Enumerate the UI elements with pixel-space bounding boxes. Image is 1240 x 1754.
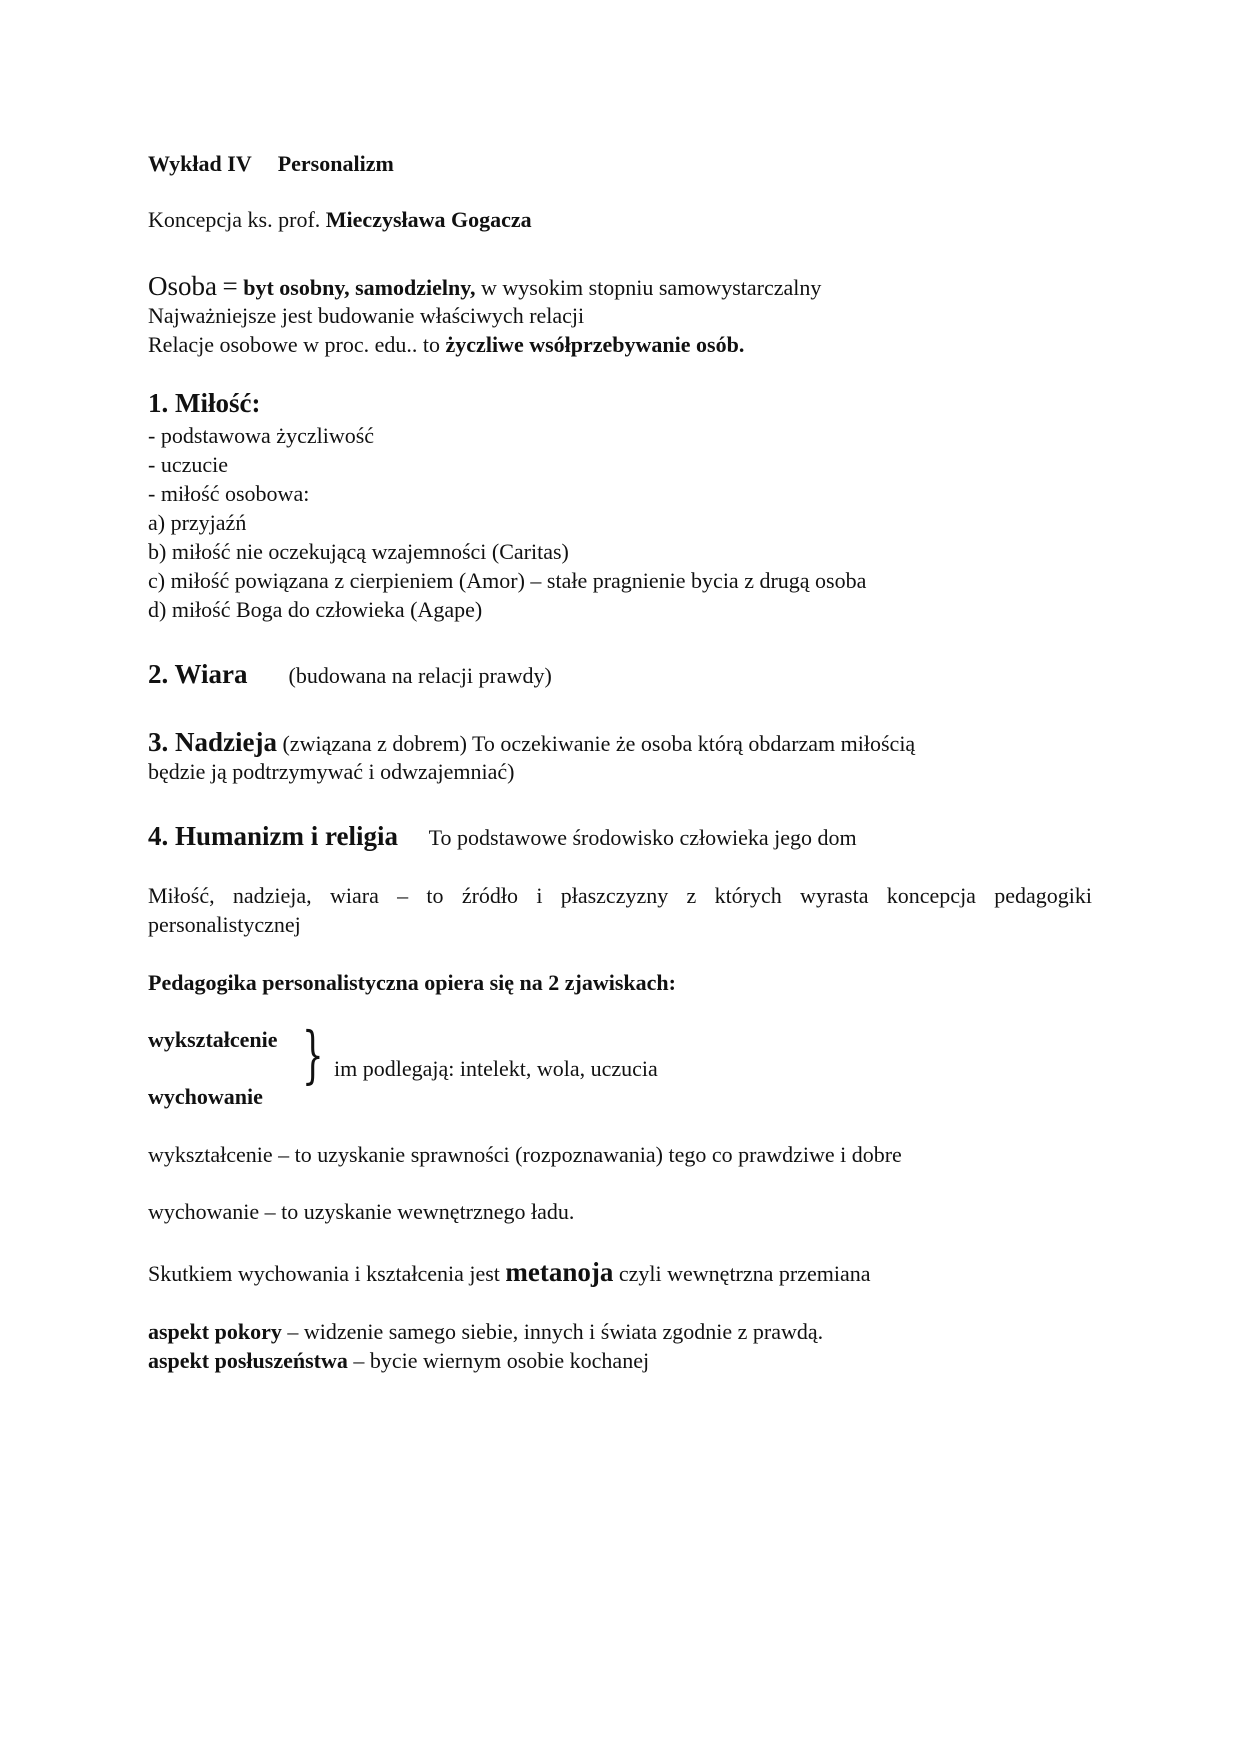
nadzieja-line-2: będzie ją podtrzymywać i odwzajemniać)	[148, 759, 515, 784]
metanoja-line	[148, 1258, 871, 1288]
list-item: d) miłość Boga do człowieka (Agape)	[148, 597, 483, 622]
lecture-topic: Personalizm	[277, 151, 394, 176]
curly-brace-icon: }	[302, 1018, 324, 1091]
definition-wychowanie: wychowanie – to uzyskanie wewnętrznego ładu.	[148, 1199, 575, 1224]
list-item: b) miłość nie oczekującą wzajemności (Caritas)	[148, 539, 569, 564]
summary-line-2: personalistycznej	[148, 912, 301, 937]
aspect-line	[148, 1347, 649, 1375]
osoba-line-2: Najważniejsze jest budowanie właściwych relacji	[148, 303, 585, 328]
wiara-note: (budowana na relacji prawdy)	[288, 663, 552, 688]
metanoja-term: metanoja	[505, 1257, 614, 1287]
osoba-line-3-prefix: Relacje osobowe w proc. edu.. to	[148, 332, 441, 357]
aspect-description: – bycie wiernym osobie kochanej	[353, 1348, 650, 1373]
pedagogika-heading: Pedagogika personalistyczna opiera się na 2 zjawiskach:	[148, 970, 676, 995]
osoba-rest: w wysokim stopniu samowystarczalny	[481, 275, 822, 300]
osoba-line-3-bold: życzliwe wsółprzebywanie osób.	[445, 332, 745, 357]
term-wychowanie: wychowanie	[148, 1084, 263, 1109]
aspect-term: aspekt posłuszeństwa	[148, 1348, 348, 1373]
osoba-equals: =	[222, 271, 238, 301]
nadzieja-text-1: (związana z dobrem) To oczekiwanie że osoba którą obdarzam miłością	[282, 731, 916, 756]
concept-prefix: Koncepcja ks. prof.	[148, 207, 321, 232]
osoba-line-3	[148, 331, 744, 359]
nadzieja-line-1	[148, 728, 915, 758]
list-item: c) miłość powiązana z cierpieniem (Amor) – stałe pragnienie bycia z drugą osoba	[148, 568, 867, 593]
humanizm-line	[148, 822, 857, 852]
metanoja-suffix: czyli wewnętrzna przemiana	[618, 1261, 871, 1286]
definition-wyksztalcenie: wykształcenie – to uzyskanie sprawności (rozpoznawania) tego co prawdziwe i dobre	[148, 1142, 902, 1167]
concept-line	[148, 206, 532, 234]
list-item: - miłość osobowa:	[148, 481, 310, 506]
wiara-line	[148, 660, 552, 690]
humanizm-heading: 4. Humanizm i religia	[148, 821, 398, 851]
milosc-heading: 1. Miłość:	[148, 388, 261, 418]
pedagogika-subject: im podlegają: intelekt, wola, uczucia	[334, 1056, 658, 1081]
wiara-heading: 2. Wiara	[148, 659, 248, 689]
aspect-term: aspekt pokory	[148, 1319, 282, 1344]
document-title	[148, 150, 394, 178]
humanizm-note: To podstawowe środowisko człowieka jego dom	[428, 825, 857, 850]
list-item: - podstawowa życzliwość	[148, 423, 375, 448]
nadzieja-heading: 3. Nadzieja	[148, 727, 277, 757]
aspect-description: – widzenie samego siebie, innych i świata zgodnie z prawdą.	[287, 1319, 824, 1344]
concept-author: Mieczysława Gogacza	[325, 207, 532, 232]
lecture-number: Wykład IV	[148, 151, 252, 176]
list-item: a) przyjaźń	[148, 510, 247, 535]
summary-line-1: Miłość, nadzieja, wiara – to źródło i płaszczyzny z których wyrasta koncepcja pedagogiki	[148, 883, 1092, 908]
osoba-term: Osoba	[148, 271, 217, 301]
aspect-line	[148, 1318, 823, 1346]
term-wyksztalcenie: wykształcenie	[148, 1027, 278, 1052]
osoba-bold-definition: byt osobny, samodzielny,	[243, 275, 476, 300]
metanoja-prefix: Skutkiem wychowania i kształcenia jest	[148, 1261, 500, 1286]
osoba-definition	[148, 272, 821, 302]
list-item: - uczucie	[148, 452, 228, 477]
